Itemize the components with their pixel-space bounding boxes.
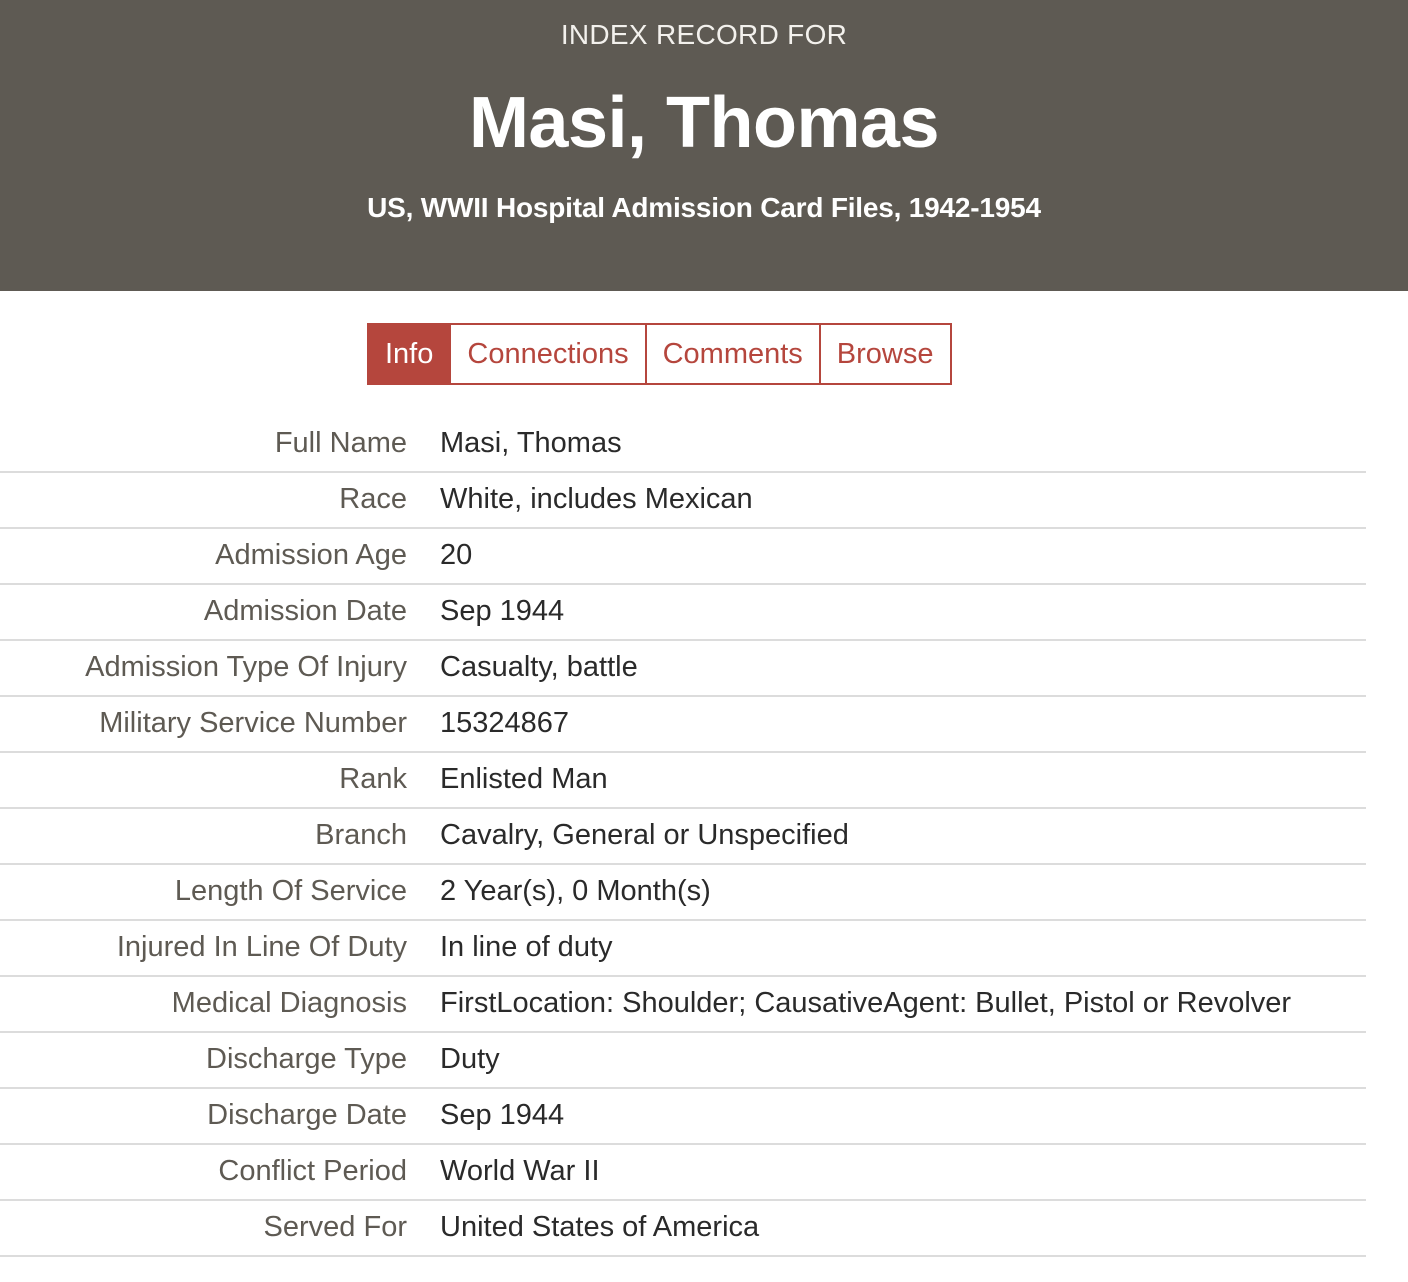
- field-value: Masi, Thomas: [440, 427, 622, 459]
- tab-comments[interactable]: Comments: [645, 325, 819, 383]
- field-value: Cavalry, General or Unspecified: [440, 819, 849, 851]
- field-label: Length Of Service: [174, 875, 407, 907]
- field-row-full-name: [0, 417, 1366, 473]
- field-row-injured-in-line-of-duty: [0, 921, 1366, 977]
- field-label: Discharge Date: [207, 1099, 407, 1131]
- field-label: Rank: [339, 763, 407, 795]
- field-label: Branch: [315, 819, 407, 851]
- field-value: White, includes Mexican: [440, 483, 753, 515]
- field-row-discharge-type: [0, 1033, 1366, 1089]
- field-value: 2 Year(s), 0 Month(s): [440, 875, 711, 907]
- field-value: Duty: [440, 1043, 500, 1075]
- field-row-discharge-date: [0, 1089, 1366, 1145]
- field-row-admission-date: [0, 585, 1366, 641]
- field-label: Medical Diagnosis: [171, 987, 407, 1019]
- field-value: Sep 1944: [440, 595, 565, 627]
- field-label: Conflict Period: [218, 1155, 407, 1187]
- field-row-military-service-number: [0, 697, 1366, 753]
- field-label: Military Service Number: [99, 707, 407, 739]
- field-value: 20: [440, 539, 473, 571]
- field-row-admission-type-of-injury: [0, 641, 1366, 697]
- field-label: Served For: [263, 1211, 407, 1243]
- field-label: Admission Age: [215, 539, 407, 571]
- field-value: United States of America: [440, 1211, 760, 1243]
- field-value: 15324867: [440, 707, 570, 739]
- tab-info[interactable]: Info: [369, 325, 449, 383]
- field-label: Race: [339, 483, 407, 515]
- field-row-branch: [0, 809, 1366, 865]
- field-row-rank: [0, 753, 1366, 809]
- field-value: World War II: [440, 1155, 600, 1187]
- field-value: Sep 1944: [440, 1099, 565, 1131]
- field-label: Injured In Line Of Duty: [116, 931, 407, 963]
- field-value: Enlisted Man: [440, 763, 608, 795]
- page-title: Masi, Thomas: [468, 83, 940, 163]
- field-row-conflict-period: [0, 1145, 1366, 1201]
- field-row-medical-diagnosis: [0, 977, 1366, 1033]
- record-fields-table: [0, 417, 1366, 1257]
- tab-connections[interactable]: Connections: [449, 325, 644, 383]
- collection-title: US, WWII Hospital Admission Card Files, 1942-1954: [367, 192, 1041, 223]
- record-tabs: [367, 323, 952, 385]
- field-value: In line of duty: [440, 931, 613, 963]
- field-value: Casualty, battle: [440, 651, 638, 683]
- field-row-admission-age: [0, 529, 1366, 585]
- record-header: [0, 0, 1408, 291]
- field-row-length-of-service: [0, 865, 1366, 921]
- tab-browse[interactable]: Browse: [819, 325, 950, 383]
- field-value: FirstLocation: Shoulder; CausativeAgent: Bullet, Pistol or Revolver: [440, 987, 1292, 1019]
- field-row-race: [0, 473, 1366, 529]
- field-label: Full Name: [274, 427, 407, 459]
- field-label: Discharge Type: [206, 1043, 407, 1075]
- index-record-kicker: INDEX RECORD FOR: [560, 19, 848, 50]
- field-label: Admission Date: [203, 595, 407, 627]
- field-label: Admission Type Of Injury: [85, 651, 407, 683]
- field-row-served-for: [0, 1201, 1366, 1257]
